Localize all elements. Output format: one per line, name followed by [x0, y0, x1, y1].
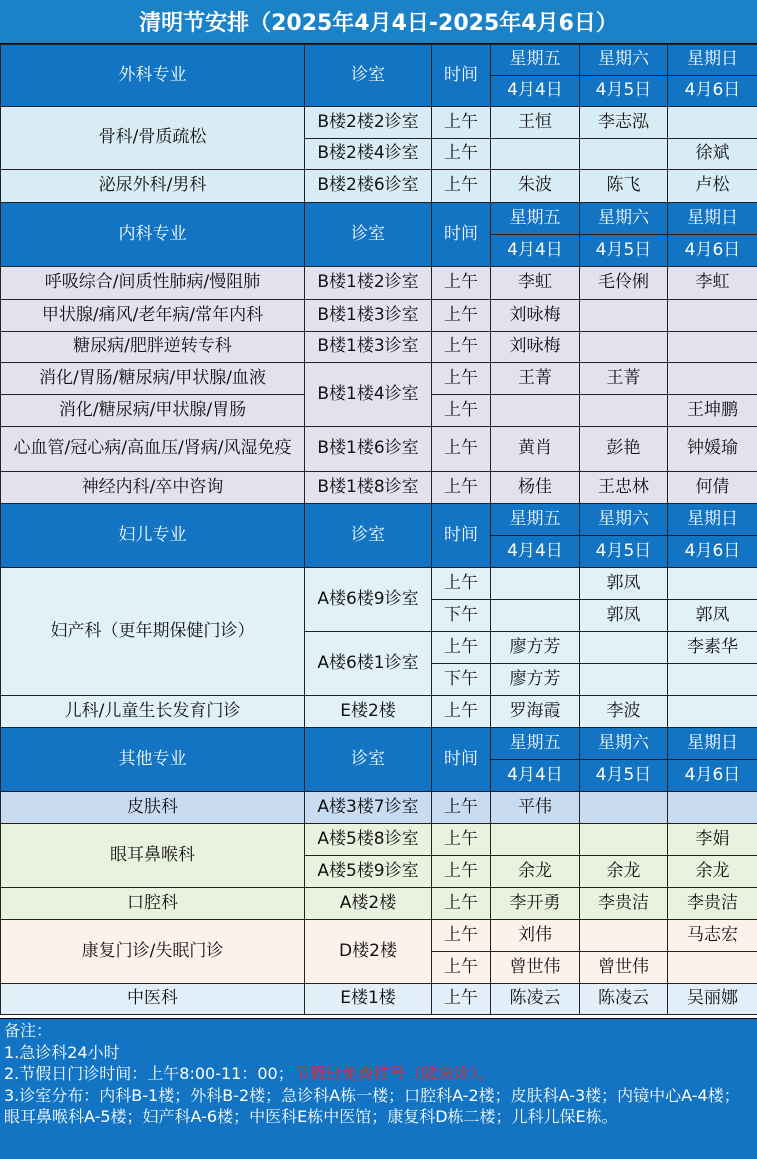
- doctor-cell: [668, 332, 757, 363]
- time-cell: 上午: [432, 568, 491, 600]
- day-header: 星期日: [668, 203, 757, 235]
- section-title: 其他专业: [1, 728, 305, 792]
- doctor-cell: 李素华: [668, 632, 757, 664]
- day-header: 星期五: [491, 728, 580, 760]
- section-header-other: [1, 728, 757, 760]
- room-cell: A楼5楼9诊室: [305, 856, 432, 888]
- doctor-cell: [580, 824, 668, 856]
- section-title: 外科专业: [1, 45, 305, 107]
- dept-cell: 中医科: [1, 984, 305, 1015]
- note-2-text: 2.节假日门诊时间：上午8:00-11：00；: [4, 1064, 294, 1083]
- dept-cell: 神经内科/卒中咨询: [1, 472, 305, 504]
- doctor-cell: 李娟: [668, 824, 757, 856]
- day-header: 星期六: [580, 728, 668, 760]
- time-cell: 上午: [432, 139, 491, 170]
- doctor-cell: [668, 363, 757, 395]
- time-cell: 上午: [432, 952, 491, 984]
- doctor-cell: [491, 139, 580, 170]
- note-2-highlight: 节假日免费挂号（除急诊）。: [293, 1064, 494, 1083]
- room-header: 诊室: [305, 45, 432, 107]
- table-row: [1, 267, 757, 300]
- date-header: 4月5日: [580, 760, 668, 792]
- doctor-cell: [580, 920, 668, 952]
- note-1: 1.急诊科24小时: [4, 1042, 120, 1062]
- doctor-cell: 彭艳: [580, 427, 668, 472]
- table-row: [1, 888, 757, 920]
- day-header: 星期五: [491, 203, 580, 235]
- doctor-cell: [580, 332, 668, 363]
- doctor-cell: 王坤鹏: [668, 395, 757, 427]
- doctor-cell: [580, 664, 668, 696]
- dept-cell: 眼耳鼻喉科: [1, 824, 305, 888]
- doctor-cell: [491, 395, 580, 427]
- dept-cell: 泌尿外科/男科: [1, 170, 305, 203]
- date-header: 4月6日: [668, 76, 757, 107]
- note-2: [4, 1063, 753, 1085]
- dept-cell: 呼吸综合/间质性肺病/慢阻肺: [1, 267, 305, 300]
- doctor-cell: [580, 139, 668, 170]
- room-header: 诊室: [305, 504, 432, 568]
- table-row: [1, 920, 757, 952]
- doctor-cell: 李虹: [491, 267, 580, 300]
- room-cell: B楼1楼3诊室: [305, 332, 432, 363]
- doctor-cell: 刘咏梅: [491, 332, 580, 363]
- date-header: 4月4日: [491, 536, 580, 568]
- doctor-cell: 李开勇: [491, 888, 580, 920]
- room-cell: A楼5楼8诊室: [305, 824, 432, 856]
- doctor-cell: [491, 600, 580, 632]
- time-cell: 上午: [432, 984, 491, 1015]
- time-header: 时间: [432, 45, 491, 107]
- room-cell: A楼3楼7诊室: [305, 792, 432, 824]
- dept-cell: 皮肤科: [1, 792, 305, 824]
- doctor-cell: 郭凤: [580, 600, 668, 632]
- doctor-cell: 毛伶俐: [580, 267, 668, 300]
- doctor-cell: [580, 792, 668, 824]
- day-header: 星期五: [491, 504, 580, 536]
- doctor-cell: 王菁: [580, 363, 668, 395]
- time-header: 时间: [432, 504, 491, 568]
- dept-cell: 心血管/冠心病/高血压/肾病/风湿免疫: [1, 427, 305, 472]
- table-row: [1, 363, 757, 395]
- time-cell: 上午: [432, 856, 491, 888]
- table-row: [1, 300, 757, 332]
- table-row: [1, 107, 757, 139]
- doctor-cell: 曾世伟: [491, 952, 580, 984]
- date-header: 4月6日: [668, 235, 757, 267]
- doctor-cell: 钟媛瑜: [668, 427, 757, 472]
- time-cell: 上午: [432, 824, 491, 856]
- dept-cell: 骨科/骨质疏松: [1, 107, 305, 170]
- doctor-cell: 刘咏梅: [491, 300, 580, 332]
- time-cell: 上午: [432, 332, 491, 363]
- doctor-cell: 廖方芳: [491, 664, 580, 696]
- room-cell: D楼2楼: [305, 920, 432, 984]
- table-row: [1, 792, 757, 824]
- time-cell: 下午: [432, 600, 491, 632]
- time-cell: 上午: [432, 472, 491, 504]
- section-header-surgery: [1, 45, 757, 76]
- dept-cell: 儿科/儿童生长发育门诊: [1, 696, 305, 728]
- doctor-cell: 余龙: [491, 856, 580, 888]
- date-header: 4月4日: [491, 760, 580, 792]
- section-title: 内科专业: [1, 203, 305, 267]
- doctor-cell: 郭凤: [668, 600, 757, 632]
- dept-cell: 消化/糖尿病/甲状腺/胃肠: [1, 395, 305, 427]
- doctor-cell: 李志泓: [580, 107, 668, 139]
- time-cell: 上午: [432, 696, 491, 728]
- date-header: 4月4日: [491, 76, 580, 107]
- dept-cell: 口腔科: [1, 888, 305, 920]
- doctor-cell: [668, 952, 757, 984]
- dept-cell: 糖尿病/肥胖逆转专科: [1, 332, 305, 363]
- doctor-cell: 廖方芳: [491, 632, 580, 664]
- doctor-cell: [491, 568, 580, 600]
- room-cell: A楼2楼: [305, 888, 432, 920]
- dept-cell: 甲状腺/痛风/老年病/常年内科: [1, 300, 305, 332]
- day-header: 星期六: [580, 45, 668, 76]
- room-cell: B楼1楼4诊室: [305, 363, 432, 427]
- time-header: 时间: [432, 728, 491, 792]
- doctor-cell: 余龙: [580, 856, 668, 888]
- room-cell: E楼1楼: [305, 984, 432, 1015]
- table-row: [1, 170, 757, 203]
- time-cell: 上午: [432, 267, 491, 300]
- room-cell: B楼1楼2诊室: [305, 267, 432, 300]
- doctor-cell: 朱波: [491, 170, 580, 203]
- doctor-cell: 王忠林: [580, 472, 668, 504]
- doctor-cell: 陈凌云: [491, 984, 580, 1015]
- doctor-cell: 徐斌: [668, 139, 757, 170]
- doctor-cell: 平伟: [491, 792, 580, 824]
- table-row: [1, 696, 757, 728]
- day-header: 星期日: [668, 728, 757, 760]
- doctor-cell: 余龙: [668, 856, 757, 888]
- time-cell: 上午: [432, 920, 491, 952]
- dept-cell: 妇产科（更年期保健门诊）: [1, 568, 305, 696]
- doctor-cell: [668, 300, 757, 332]
- doctor-cell: [491, 824, 580, 856]
- doctor-cell: [668, 568, 757, 600]
- table-row: [1, 984, 757, 1015]
- doctor-cell: 陈凌云: [580, 984, 668, 1015]
- dept-cell: 消化/胃肠/糖尿病/甲状腺/血液: [1, 363, 305, 395]
- section-header-women-children: [1, 504, 757, 536]
- doctor-cell: 郭凤: [580, 568, 668, 600]
- doctor-cell: [580, 395, 668, 427]
- time-cell: 上午: [432, 107, 491, 139]
- page-title: 清明节安排（2025年4月4日-2025年4月6日）: [0, 0, 757, 44]
- table-row: [1, 568, 757, 600]
- room-header: 诊室: [305, 728, 432, 792]
- doctor-cell: 罗海霞: [491, 696, 580, 728]
- room-cell: B楼2楼6诊室: [305, 170, 432, 203]
- table-row: [1, 472, 757, 504]
- time-cell: 上午: [432, 792, 491, 824]
- room-cell: B楼2楼4诊室: [305, 139, 432, 170]
- date-header: 4月5日: [580, 536, 668, 568]
- date-header: 4月4日: [491, 235, 580, 267]
- day-header: 星期日: [668, 45, 757, 76]
- room-header: 诊室: [305, 203, 432, 267]
- doctor-cell: [580, 300, 668, 332]
- doctor-cell: [668, 664, 757, 696]
- room-cell: B楼1楼8诊室: [305, 472, 432, 504]
- table-row: [1, 332, 757, 363]
- note-3: 3.诊室分布：内科B-1楼；外科B-2楼；急诊科A栋一楼；口腔科A-2楼；皮肤科A-3楼；内镜中心A-4楼；眼耳鼻喉科A-5楼；妇产科A-6楼；中医科E栋中医馆；康复科D栋二楼；儿科儿保E栋。: [4, 1085, 740, 1126]
- time-cell: 上午: [432, 888, 491, 920]
- doctor-cell: [668, 107, 757, 139]
- doctor-cell: 李虹: [668, 267, 757, 300]
- doctor-cell: 李贵洁: [580, 888, 668, 920]
- room-cell: E楼2楼: [305, 696, 432, 728]
- time-cell: 下午: [432, 664, 491, 696]
- doctor-cell: 黄肖: [491, 427, 580, 472]
- date-header: 4月6日: [668, 760, 757, 792]
- notes-box: [0, 1018, 757, 1159]
- notes-heading: 备注：: [4, 1021, 53, 1040]
- doctor-cell: 杨佳: [491, 472, 580, 504]
- doctor-cell: 马志宏: [668, 920, 757, 952]
- doctor-cell: 王菁: [491, 363, 580, 395]
- day-header: 星期六: [580, 504, 668, 536]
- dept-cell: 康复门诊/失眠门诊: [1, 920, 305, 984]
- time-cell: 上午: [432, 363, 491, 395]
- doctor-cell: [668, 696, 757, 728]
- table-row: [1, 824, 757, 856]
- doctor-cell: 何倩: [668, 472, 757, 504]
- doctor-cell: 吴丽娜: [668, 984, 757, 1015]
- date-header: 4月6日: [668, 536, 757, 568]
- doctor-cell: 卢松: [668, 170, 757, 203]
- doctor-cell: 陈飞: [580, 170, 668, 203]
- doctor-cell: 刘伟: [491, 920, 580, 952]
- time-cell: 上午: [432, 300, 491, 332]
- room-cell: B楼1楼3诊室: [305, 300, 432, 332]
- time-cell: 上午: [432, 427, 491, 472]
- section-title: 妇儿专业: [1, 504, 305, 568]
- time-header: 时间: [432, 203, 491, 267]
- schedule-table: [0, 44, 757, 1015]
- room-cell: B楼1楼6诊室: [305, 427, 432, 472]
- day-header: 星期日: [668, 504, 757, 536]
- room-cell: B楼2楼2诊室: [305, 107, 432, 139]
- time-cell: 上午: [432, 632, 491, 664]
- doctor-cell: 李波: [580, 696, 668, 728]
- date-header: 4月5日: [580, 235, 668, 267]
- section-header-internal: [1, 203, 757, 235]
- time-cell: 上午: [432, 395, 491, 427]
- room-cell: A楼6楼1诊室: [305, 632, 432, 696]
- doctor-cell: [668, 792, 757, 824]
- date-header: 4月5日: [580, 76, 668, 107]
- table-row: [1, 427, 757, 472]
- room-cell: A楼6楼9诊室: [305, 568, 432, 632]
- doctor-cell: 李贵洁: [668, 888, 757, 920]
- day-header: 星期六: [580, 203, 668, 235]
- doctor-cell: [580, 632, 668, 664]
- time-cell: 上午: [432, 170, 491, 203]
- doctor-cell: 曾世伟: [580, 952, 668, 984]
- day-header: 星期五: [491, 45, 580, 76]
- doctor-cell: 王恒: [491, 107, 580, 139]
